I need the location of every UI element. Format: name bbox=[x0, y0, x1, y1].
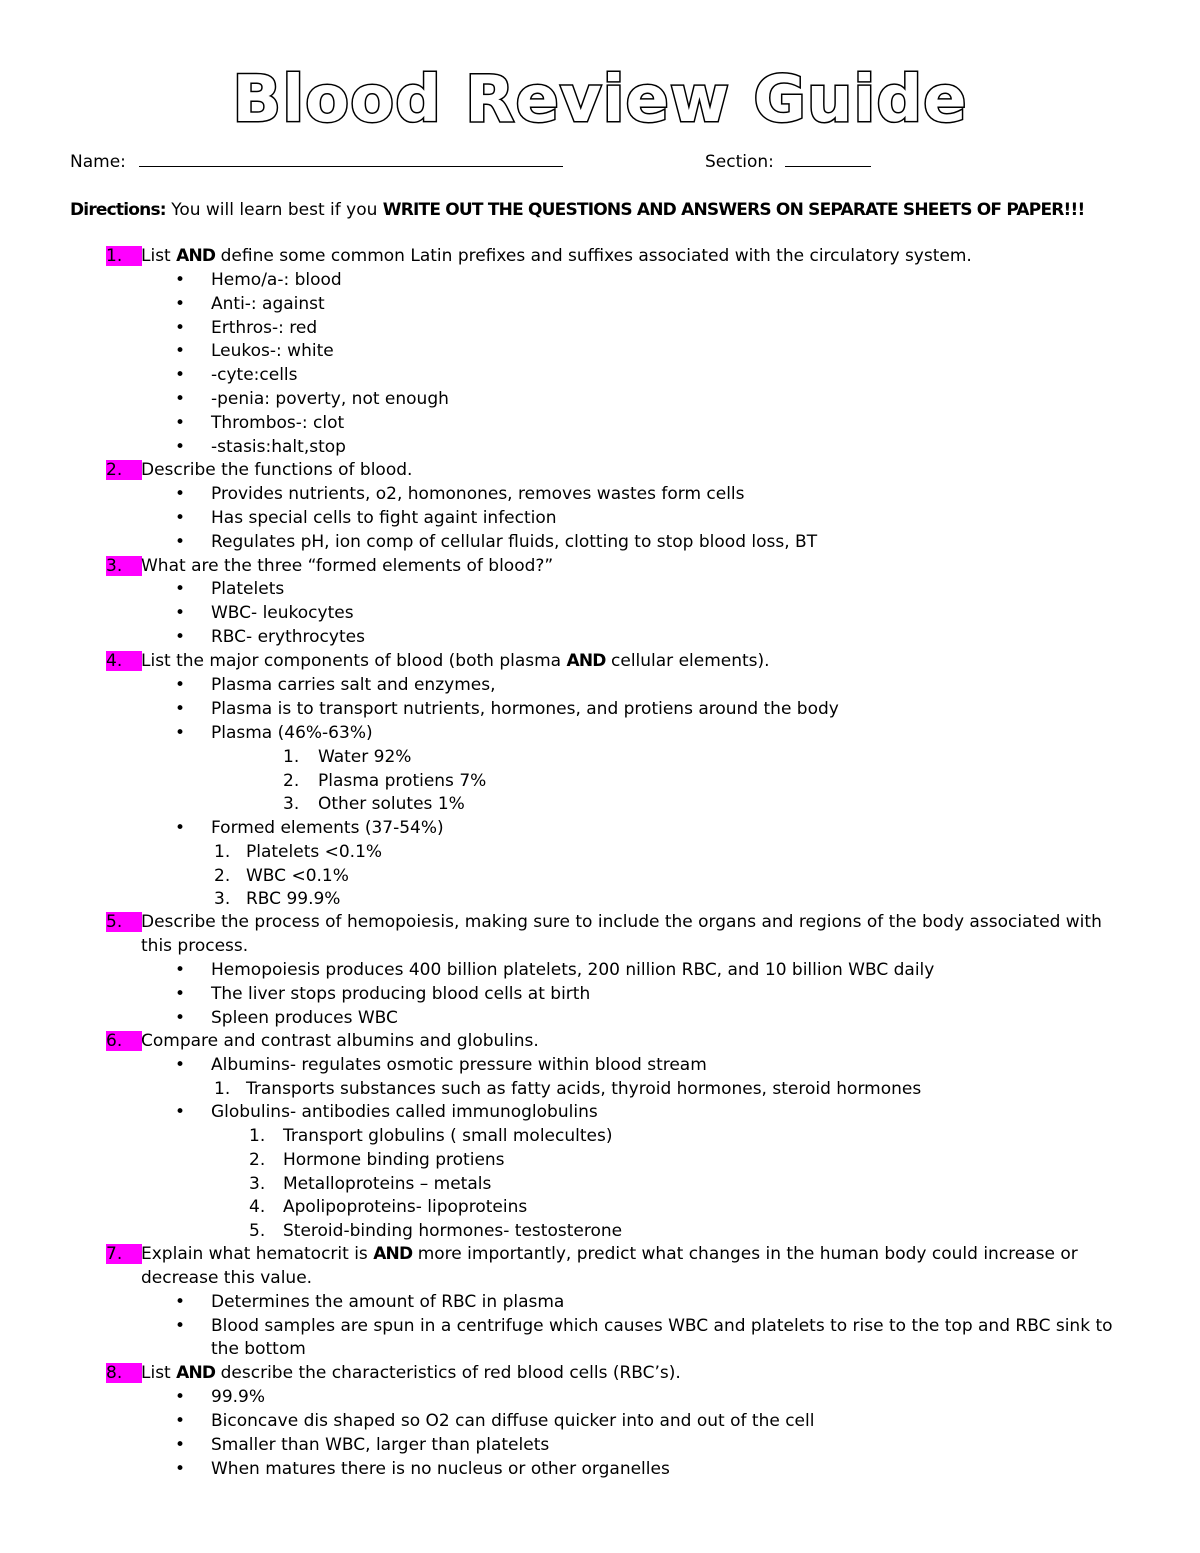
list-item-text: -penia: poverty, not enough bbox=[211, 389, 449, 409]
item-number: 1. bbox=[283, 747, 300, 767]
bullet-icon: • bbox=[175, 818, 186, 838]
list-item-text: -cyte:cells bbox=[211, 365, 298, 386]
question-number-highlight: 1. bbox=[106, 246, 142, 266]
bullet-icon: • bbox=[175, 699, 186, 719]
item-text: Plasma protiens 7% bbox=[318, 770, 487, 791]
list-item-text: Biconcave dis shaped so O2 can diffuse quicker into and out of the cell bbox=[211, 1411, 815, 1431]
item-text: Steroid-binding hormones- testosterone bbox=[283, 1221, 623, 1242]
list-item-text: The liver stops producing blood cells at birth bbox=[211, 983, 591, 1004]
question-text: Describe the functions of blood. bbox=[141, 460, 413, 480]
question-number-highlight: 3. bbox=[106, 556, 142, 576]
bullet-icon: • bbox=[175, 508, 186, 528]
bullet-icon: • bbox=[175, 389, 186, 409]
list-item-text: Blood samples are spun in a centrifuge which causes WBC and platelets to rise to the top and RBC sink to bbox=[211, 1316, 1113, 1336]
question-number-highlight: 4. bbox=[106, 651, 142, 671]
question-text: List AND define some common Latin prefixes and suffixes associated with the circulatory system. bbox=[141, 246, 972, 266]
list-item-continued: the bottom bbox=[211, 1339, 306, 1359]
bullet-icon: • bbox=[175, 960, 186, 980]
list-item-text: WBC- leukocytes bbox=[211, 603, 354, 623]
section-field[interactable] bbox=[705, 148, 871, 174]
question-number-highlight: 5. bbox=[106, 912, 142, 932]
list-item-text: Spleen produces WBC bbox=[211, 1007, 398, 1028]
question-text: Compare and contrast albumins and globulins. bbox=[141, 1031, 539, 1051]
bullet-icon: • bbox=[175, 1292, 186, 1312]
list-item-text: Platelets bbox=[211, 579, 285, 599]
question-text: List AND describe the characteristics of red blood cells (RBC’s). bbox=[141, 1363, 681, 1383]
item-text: RBC 99.9% bbox=[246, 889, 341, 909]
item-number: 1. bbox=[249, 1126, 266, 1146]
item-text: Platelets <0.1% bbox=[246, 842, 383, 862]
bullet-icon: • bbox=[175, 983, 186, 1004]
item-number: 1. bbox=[214, 842, 231, 862]
list-item-text: Determines the amount of RBC in plasma bbox=[211, 1292, 565, 1312]
list-item-text: When matures there is no nucleus or other organelles bbox=[211, 1459, 670, 1479]
list-item-text: Has special cells to fight againt infection bbox=[211, 508, 557, 528]
bullet-icon: • bbox=[175, 1411, 186, 1431]
question-text-continued: decrease this value. bbox=[141, 1268, 313, 1288]
item-text: Transport globulins ( small molecultes) bbox=[283, 1126, 613, 1146]
section-blank-line[interactable] bbox=[785, 148, 871, 167]
bullet-icon: • bbox=[175, 1316, 186, 1336]
bullet-icon: • bbox=[175, 1387, 186, 1407]
list-item-text: Hemo/a-: blood bbox=[211, 270, 342, 290]
list-item-text: -stasis:halt,stop bbox=[211, 436, 346, 457]
question-text: Explain what hematocrit is AND more importantly, predict what changes in the human body could increase or bbox=[141, 1244, 1078, 1264]
question-number-highlight: 2. bbox=[106, 460, 142, 480]
bullet-icon: • bbox=[175, 341, 186, 362]
name-blank-line[interactable] bbox=[139, 148, 563, 167]
list-item-text: Anti-: against bbox=[211, 293, 325, 314]
question-text: List the major components of blood (both plasma AND cellular elements). bbox=[141, 651, 770, 671]
list-item-text: Smaller than WBC, larger than platelets bbox=[211, 1435, 550, 1455]
item-number: 2. bbox=[249, 1149, 266, 1170]
question-number-highlight: 8. bbox=[106, 1363, 142, 1383]
list-item-text: Leukos-: white bbox=[211, 341, 334, 362]
list-item-text: Plasma carries salt and enzymes, bbox=[211, 675, 496, 695]
bullet-icon: • bbox=[175, 317, 186, 338]
bullet-icon: • bbox=[175, 1459, 186, 1479]
item-number: 2. bbox=[214, 865, 231, 886]
question-number-highlight: 7. bbox=[106, 1244, 142, 1264]
list-item-text: Provides nutrients, o2, homonones, removes wastes form cells bbox=[211, 484, 745, 504]
list-item-text: Plasma (46%-63%) bbox=[211, 723, 373, 743]
item-number: 5. bbox=[249, 1221, 266, 1242]
item-number: 3. bbox=[249, 1173, 266, 1194]
item-text: Hormone binding protiens bbox=[283, 1149, 505, 1170]
item-number: 3. bbox=[214, 889, 231, 909]
document-page: Blood Review Guide Name: Section: Directions: You will learn best if you WRITE OUT THE QUESTIONS AND ANSWERS ON SEPARATE SHEETS OF PAPER!!! 1. List AND define some common Latin prefixes and suffixes associated with the circulatory system. • Hemo/a-: blood • Anti-: against • Erthros-: red • Leukos-: white • -cyte:cells • -penia: poverty, not enough • Thrombos-: clot • -stasis:halt,stop 2. Describe the functions of blood. • Provides nutrients, o2, homonones, removes wastes form cells • Has special cells to fight againt infection • Regulates pH, ion comp of cellular fluids, clotting to stop blood loss, BT 3. What are the three “formed elements of blood?” • Platelets • WBC- leukocytes • RBC- erythrocytes 4. List the major components of blood (both plasma AND cellular elements). • Plasma carries salt and enzymes, • Plasma is to transport nutrients, hormones, and protiens around the body • Plasma (46%-63%) 1. Water 92% 2. Plasma protiens 7% 3. Other solutes 1% • Formed elements (37-54%) 1. Platelets <0.1% 2. WBC <0.1% 3. RBC 99.9% 5. Describe the process of hemopoiesis, making sure to include the organs and regions of the body associated with this process. • Hemopoiesis produces 400 billion platelets, 200 nillion RBC, and 10 billion WBC daily • The liver stops producing blood cells at birth • Spleen produces WBC 6. Compare and contrast albumins and globulins. • Albumins- regulates osmotic pressure within blood stream 1. Transports substances such as fatty acids, thyroid hormones, steroid hormones • Globulins- antibodies called immunoglobulins 1. Transport globulins ( small molecultes) 2. Hormone binding protiens 3. Metalloproteins – metals 4. Apolipoproteins- lipoproteins 5. Steroid-binding hormones- testosterone 7. Explain what hematocrit is AND more importantly, predict what changes in the human body could increase or decrease this value. • Determines the amount of RBC in plasma • Blood samples are spun in a centrifuge which causes WBC and platelets to rise to the top and RBC sink to the bottom 8. List AND describe the characteristics of red blood cells (RBC’s). • 99.9% • Biconcave dis shaped so O2 can diffuse quicker into and out of the cell • Smaller than WBC, larger than platelets • When matures there is no nucleus or other organelles bbox=[0, 0, 1200, 1553]
bullet-icon: • bbox=[175, 1435, 186, 1455]
page-title: Blood Review Guide bbox=[232, 63, 968, 137]
item-text: WBC <0.1% bbox=[246, 865, 349, 886]
item-number: 2. bbox=[283, 770, 300, 791]
item-text: Metalloproteins – metals bbox=[283, 1173, 492, 1194]
bullet-icon: • bbox=[175, 675, 186, 695]
item-text: Apolipoproteins- lipoproteins bbox=[283, 1197, 528, 1218]
list-item-text: RBC- erythrocytes bbox=[211, 627, 365, 647]
question-text-continued: this process. bbox=[141, 936, 249, 956]
item-number: 3. bbox=[283, 794, 300, 814]
bullet-icon: • bbox=[175, 270, 186, 290]
question-text: Describe the process of hemopoiesis, making sure to include the organs and regions of the body associated with bbox=[141, 912, 1102, 932]
list-item-text: Hemopoiesis produces 400 billion platelets, 200 nillion RBC, and 10 billion WBC daily bbox=[211, 960, 935, 980]
directions-label: Directions: bbox=[70, 200, 166, 220]
item-text: Water 92% bbox=[318, 747, 412, 767]
name-field[interactable] bbox=[70, 148, 563, 174]
bullet-icon: • bbox=[175, 723, 186, 743]
bullet-icon: • bbox=[175, 365, 186, 386]
bullet-icon: • bbox=[175, 484, 186, 504]
section-label: Section: bbox=[705, 152, 774, 172]
bullet-icon: • bbox=[175, 412, 186, 433]
question-number-highlight: 6. bbox=[106, 1031, 142, 1051]
list-item-text: Plasma is to transport nutrients, hormones, and protiens around the body bbox=[211, 699, 839, 719]
bullet-icon: • bbox=[175, 293, 186, 314]
question-text: What are the three “formed elements of blood?” bbox=[141, 556, 554, 576]
bullet-icon: • bbox=[175, 1007, 186, 1028]
item-number: 4. bbox=[249, 1197, 266, 1218]
bullet-icon: • bbox=[175, 532, 186, 552]
directions bbox=[70, 198, 1084, 222]
list-item-text: Erthros-: red bbox=[211, 317, 318, 338]
directions-emphasis: WRITE OUT THE QUESTIONS AND ANSWERS ON SEPARATE SHEETS OF PAPER!!! bbox=[382, 200, 1085, 220]
bullet-icon: • bbox=[175, 627, 186, 647]
list-item-text: 99.9% bbox=[211, 1387, 266, 1407]
bullet-icon: • bbox=[175, 436, 186, 457]
directions-text: You will learn best if you bbox=[165, 200, 383, 220]
bullet-icon: • bbox=[175, 603, 186, 623]
list-item-text: Thrombos-: clot bbox=[211, 412, 345, 433]
name-label: Name: bbox=[70, 152, 126, 172]
bullet-icon: • bbox=[175, 1055, 186, 1075]
bullet-icon: • bbox=[175, 1102, 186, 1122]
list-item-text: Regulates pH, ion comp of cellular fluids, clotting to stop blood loss, BT bbox=[211, 532, 818, 552]
bullet-icon: • bbox=[175, 579, 186, 599]
item-text: Other solutes 1% bbox=[318, 794, 465, 814]
